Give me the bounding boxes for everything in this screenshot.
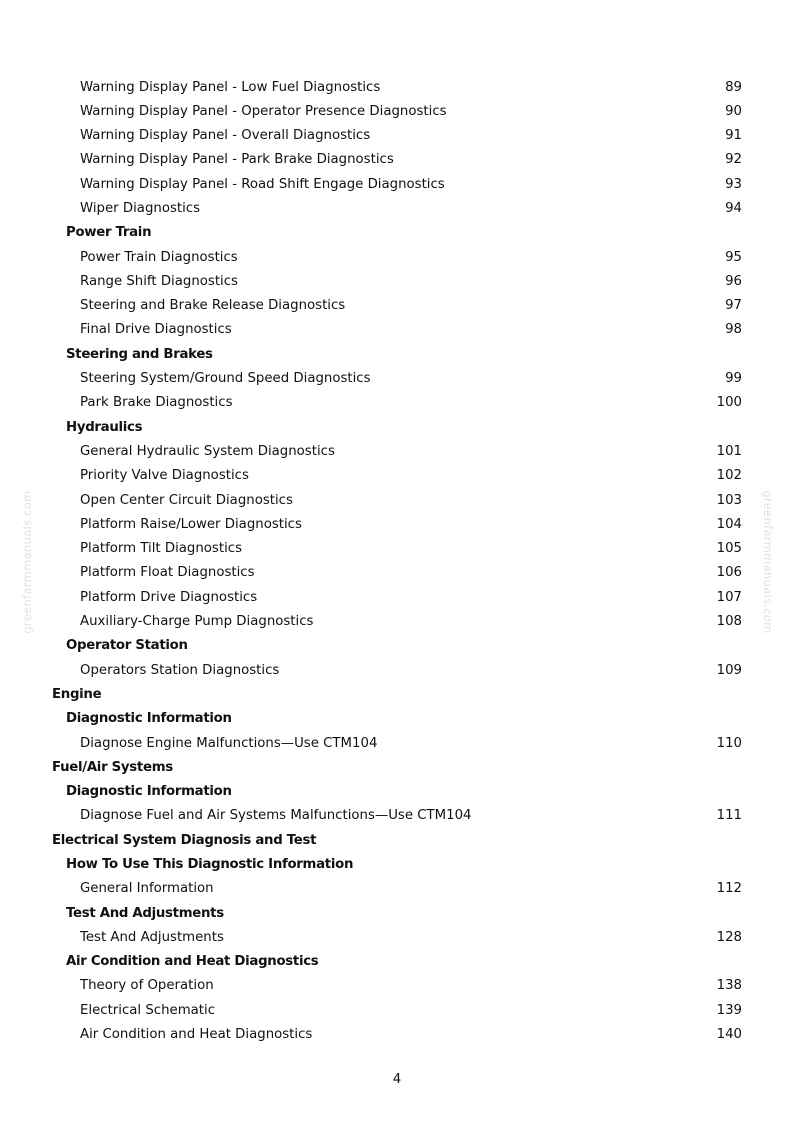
toc-entry-title: Electrical Schematic bbox=[80, 1002, 216, 1018]
toc-entry-page: 112 bbox=[716, 881, 742, 897]
toc-section bbox=[0, 902, 794, 926]
toc-entry-page: 111 bbox=[716, 808, 742, 824]
toc-entry-page: 103 bbox=[716, 492, 742, 508]
toc-entry-title: Theory of Operation bbox=[80, 978, 214, 994]
toc-entry[interactable] bbox=[0, 148, 794, 172]
toc-entry-page: 99 bbox=[725, 371, 742, 387]
toc-entry-title: Platform Tilt Diagnostics bbox=[80, 541, 243, 557]
toc-entry[interactable] bbox=[0, 1023, 794, 1047]
toc-section bbox=[0, 780, 794, 804]
toc-entry-title: Wiper Diagnostics bbox=[80, 200, 201, 216]
toc-entry[interactable] bbox=[0, 999, 794, 1023]
toc-entry-title: Range Shift Diagnostics bbox=[80, 273, 238, 289]
toc-entry[interactable] bbox=[0, 804, 794, 828]
watermark-right: greenfarmmanuals.com bbox=[761, 490, 775, 634]
toc-entry-title: Steering System/Ground Speed Diagnostics bbox=[80, 371, 371, 387]
toc-entry[interactable] bbox=[0, 246, 794, 270]
toc-entry-title: Diagnose Engine Malfunctions—Use CTM104 bbox=[80, 735, 378, 751]
toc-entry[interactable] bbox=[0, 537, 794, 561]
toc-entry[interactable] bbox=[0, 124, 794, 148]
toc-entry-page: 106 bbox=[716, 565, 742, 581]
toc-entry-title: Warning Display Panel - Low Fuel Diagnostics bbox=[80, 79, 381, 95]
toc-entry[interactable] bbox=[0, 440, 794, 464]
toc-entry[interactable] bbox=[0, 489, 794, 513]
toc-entry[interactable] bbox=[0, 173, 794, 197]
toc-entry-page: 97 bbox=[725, 298, 742, 314]
toc-entry[interactable] bbox=[0, 610, 794, 634]
toc-entry-title: Air Condition and Heat Diagnostics bbox=[80, 1027, 313, 1043]
toc-entry-title: Warning Display Panel - Park Brake Diagnostics bbox=[80, 152, 394, 168]
toc-entry-title: Operators Station Diagnostics bbox=[80, 662, 280, 678]
toc-entry-title: How To Use This Diagnostic Information bbox=[66, 857, 354, 872]
toc-section bbox=[0, 950, 794, 974]
toc-entry-title: Power Train Diagnostics bbox=[80, 249, 238, 265]
toc-entry[interactable] bbox=[0, 76, 794, 100]
toc-entry-title: Diagnostic Information bbox=[66, 784, 232, 800]
watermark-left: greenfarmmanuals.com bbox=[20, 490, 34, 634]
toc-entry-title: Platform Raise/Lower Diagnostics bbox=[80, 516, 302, 532]
toc-entry-page: 92 bbox=[725, 152, 742, 168]
toc-entry[interactable] bbox=[0, 732, 794, 756]
page-number: 4 bbox=[392, 1072, 402, 1087]
toc-entry-title: Steering and Brake Release Diagnostics bbox=[80, 298, 346, 314]
toc-entry-page: 102 bbox=[716, 468, 742, 484]
toc-entry[interactable] bbox=[0, 877, 794, 901]
toc-entry[interactable] bbox=[0, 391, 794, 415]
toc-entry-title: Platform Drive Diagnostics bbox=[80, 589, 258, 605]
toc-entry-title: Priority Valve Diagnostics bbox=[80, 468, 249, 484]
toc-entry-title: Operator Station bbox=[66, 638, 188, 654]
toc-entry-title: Auxiliary-Charge Pump Diagnostics bbox=[80, 614, 314, 630]
toc-entry-title: Hydraulics bbox=[66, 419, 143, 435]
toc-entry[interactable] bbox=[0, 586, 794, 610]
toc-entry-title: Warning Display Panel - Road Shift Engage Diagnostics bbox=[80, 176, 445, 192]
toc-entry[interactable] bbox=[0, 561, 794, 585]
toc-entry-page: 93 bbox=[725, 176, 742, 192]
toc-entry-title: General Information bbox=[80, 881, 214, 897]
toc-entry-title: Diagnose Fuel and Air Systems Malfunctions—Use CTM104 bbox=[80, 808, 472, 824]
toc-entry[interactable] bbox=[0, 659, 794, 683]
toc-entry[interactable] bbox=[0, 367, 794, 391]
toc-entry[interactable] bbox=[0, 974, 794, 998]
toc-entry-title: Final Drive Diagnostics bbox=[80, 322, 232, 338]
toc-entry-title: Power Train bbox=[66, 225, 152, 241]
toc-entry-page: 95 bbox=[725, 249, 742, 265]
toc-section bbox=[0, 221, 794, 245]
toc-entry-title: Warning Display Panel - Operator Presence Diagnostics bbox=[80, 103, 447, 119]
toc-entry-page: 107 bbox=[716, 589, 742, 605]
toc-entry[interactable] bbox=[0, 513, 794, 537]
toc-entry-page: 105 bbox=[716, 541, 742, 557]
toc-entry-title: Steering and Brakes bbox=[66, 346, 213, 362]
toc-section bbox=[0, 853, 794, 877]
toc-chapter bbox=[0, 829, 794, 853]
toc-entry-title: Test And Adjustments bbox=[66, 905, 224, 921]
toc-entry-title: General Hydraulic System Diagnostics bbox=[80, 443, 335, 459]
toc-entry-page: 100 bbox=[716, 395, 742, 411]
toc-entry-title: Warning Display Panel - Overall Diagnostics bbox=[80, 128, 371, 144]
toc-entry-page: 94 bbox=[725, 200, 742, 216]
toc-entry[interactable] bbox=[0, 464, 794, 488]
toc-entry-title: Air Condition and Heat Diagnostics bbox=[66, 954, 319, 970]
toc-entry-title: Test And Adjustments bbox=[80, 929, 224, 945]
toc-entry-page: 91 bbox=[725, 128, 742, 144]
toc-entry-page: 110 bbox=[716, 735, 742, 751]
table-of-contents bbox=[0, 76, 794, 1048]
toc-entry-page: 104 bbox=[716, 516, 742, 532]
toc-section bbox=[0, 634, 794, 658]
toc-entry[interactable] bbox=[0, 197, 794, 221]
toc-entry-page: 98 bbox=[725, 322, 742, 338]
toc-entry[interactable] bbox=[0, 318, 794, 342]
toc-section bbox=[0, 343, 794, 367]
toc-entry[interactable] bbox=[0, 294, 794, 318]
toc-entry-title: Park Brake Diagnostics bbox=[80, 395, 233, 411]
toc-entry[interactable] bbox=[0, 926, 794, 950]
toc-entry-page: 101 bbox=[716, 443, 742, 459]
toc-entry-title: Electrical System Diagnosis and Test bbox=[52, 832, 317, 848]
toc-entry-page: 89 bbox=[725, 79, 742, 95]
toc-section bbox=[0, 416, 794, 440]
toc-entry-page: 90 bbox=[725, 103, 742, 119]
toc-chapter bbox=[0, 683, 794, 707]
toc-entry-title: Fuel/Air Systems bbox=[52, 759, 173, 775]
toc-entry-page: 128 bbox=[716, 929, 742, 945]
toc-entry-page: 140 bbox=[716, 1027, 742, 1043]
toc-entry-page: 96 bbox=[725, 273, 742, 289]
toc-entry-title: Open Center Circuit Diagnostics bbox=[80, 492, 293, 508]
toc-chapter bbox=[0, 756, 794, 780]
toc-entry-title: Engine bbox=[52, 686, 102, 702]
toc-entry[interactable] bbox=[0, 100, 794, 124]
toc-entry-page: 138 bbox=[716, 978, 742, 994]
toc-entry-page: 109 bbox=[716, 662, 742, 678]
toc-entry-page: 108 bbox=[716, 614, 742, 630]
toc-entry-title: Diagnostic Information bbox=[66, 711, 232, 727]
toc-section bbox=[0, 707, 794, 731]
toc-entry-page: 139 bbox=[716, 1002, 742, 1018]
toc-entry[interactable] bbox=[0, 270, 794, 294]
toc-entry-title: Platform Float Diagnostics bbox=[80, 565, 255, 581]
